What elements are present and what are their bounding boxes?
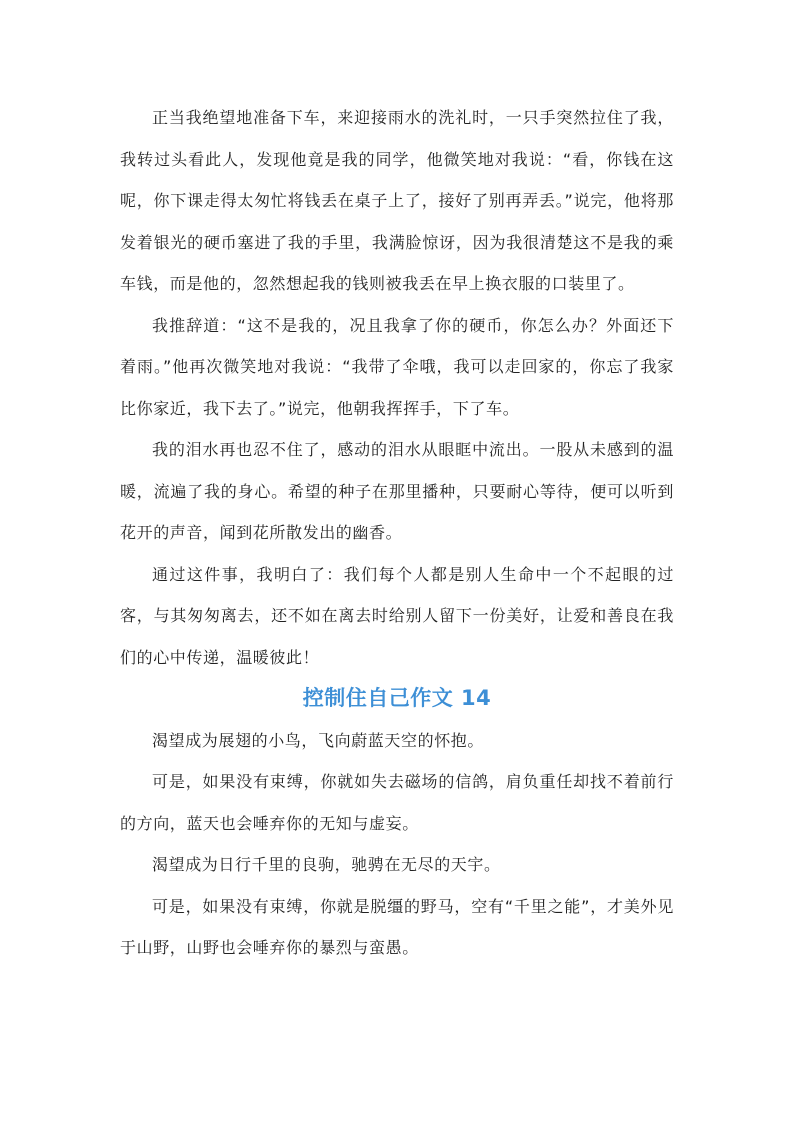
paragraph-wild-horse: 可是，如果没有束缚，你就是脱缰的野马，空有“千里之能”，才美外见于山野，山野也会唾弃你的暴烈与蛮愚。 bbox=[120, 896, 674, 957]
paragraph-tears: 我的泪水再也忍不住了，感动的泪水从眼眶中流出。一股从未感到的温暖，流遍了我的身心。希望的种子在那里播种，只要耐心等待，便可以听到花开的声音，闻到花所散发出的幽香。 bbox=[120, 440, 674, 542]
paragraph-lesson: 通过这件事，我明白了：我们每个人都是别人生命中一个不起眼的过客，与其匆匆离去，还不如在离去时给别人留下一份美好，让爱和善良在我们的心中传递，温暖彼此！ bbox=[120, 564, 674, 667]
paragraph-horse-wish: 渴望成为日行千里的良驹，驰骋在无尽的天宇。 bbox=[152, 855, 501, 874]
document-page bbox=[120, 97, 674, 969]
paragraph-decline: 我推辞道：“这不是我的，况且我拿了你的硬币，你怎么办？外面还下着雨。”他再次微笑地对我说：“我带了伞哦，我可以走回家的，你忘了我家比你家近，我下去了。”说完，他朝我挥挥手，下了车。 bbox=[120, 315, 674, 418]
paragraph-pigeon: 可是，如果没有束缚，你就如失去磁场的信鸽，肩负重任却找不着前行的方向，蓝天也会唾弃你的无知与虚妄。 bbox=[120, 772, 674, 833]
paragraph-bird-wish: 渴望成为展翅的小鸟，飞向蔚蓝天空的怀抱。 bbox=[152, 730, 485, 750]
section-title: 控制住自己作文 14 bbox=[302, 686, 492, 710]
paragraph-wrong-money: 正当我绝望地准备下车，来迎接雨水的洗礼时，一只手突然拉住了我，我转过头看此人，发现他竟是我的同学，他微笑地对我说：“看，你钱在这呢，你下课走得太匆忙将钱丢在桌子上了，接好了别再弄丢。”说完，他将那发着银光的硬币塞进了我的手里，我满脸惊讶，因为我很清楚这不是我的乘车钱，而是他的，忽然想起我的钱则被我丢在早上换衣服的口装里了。 bbox=[120, 108, 674, 293]
